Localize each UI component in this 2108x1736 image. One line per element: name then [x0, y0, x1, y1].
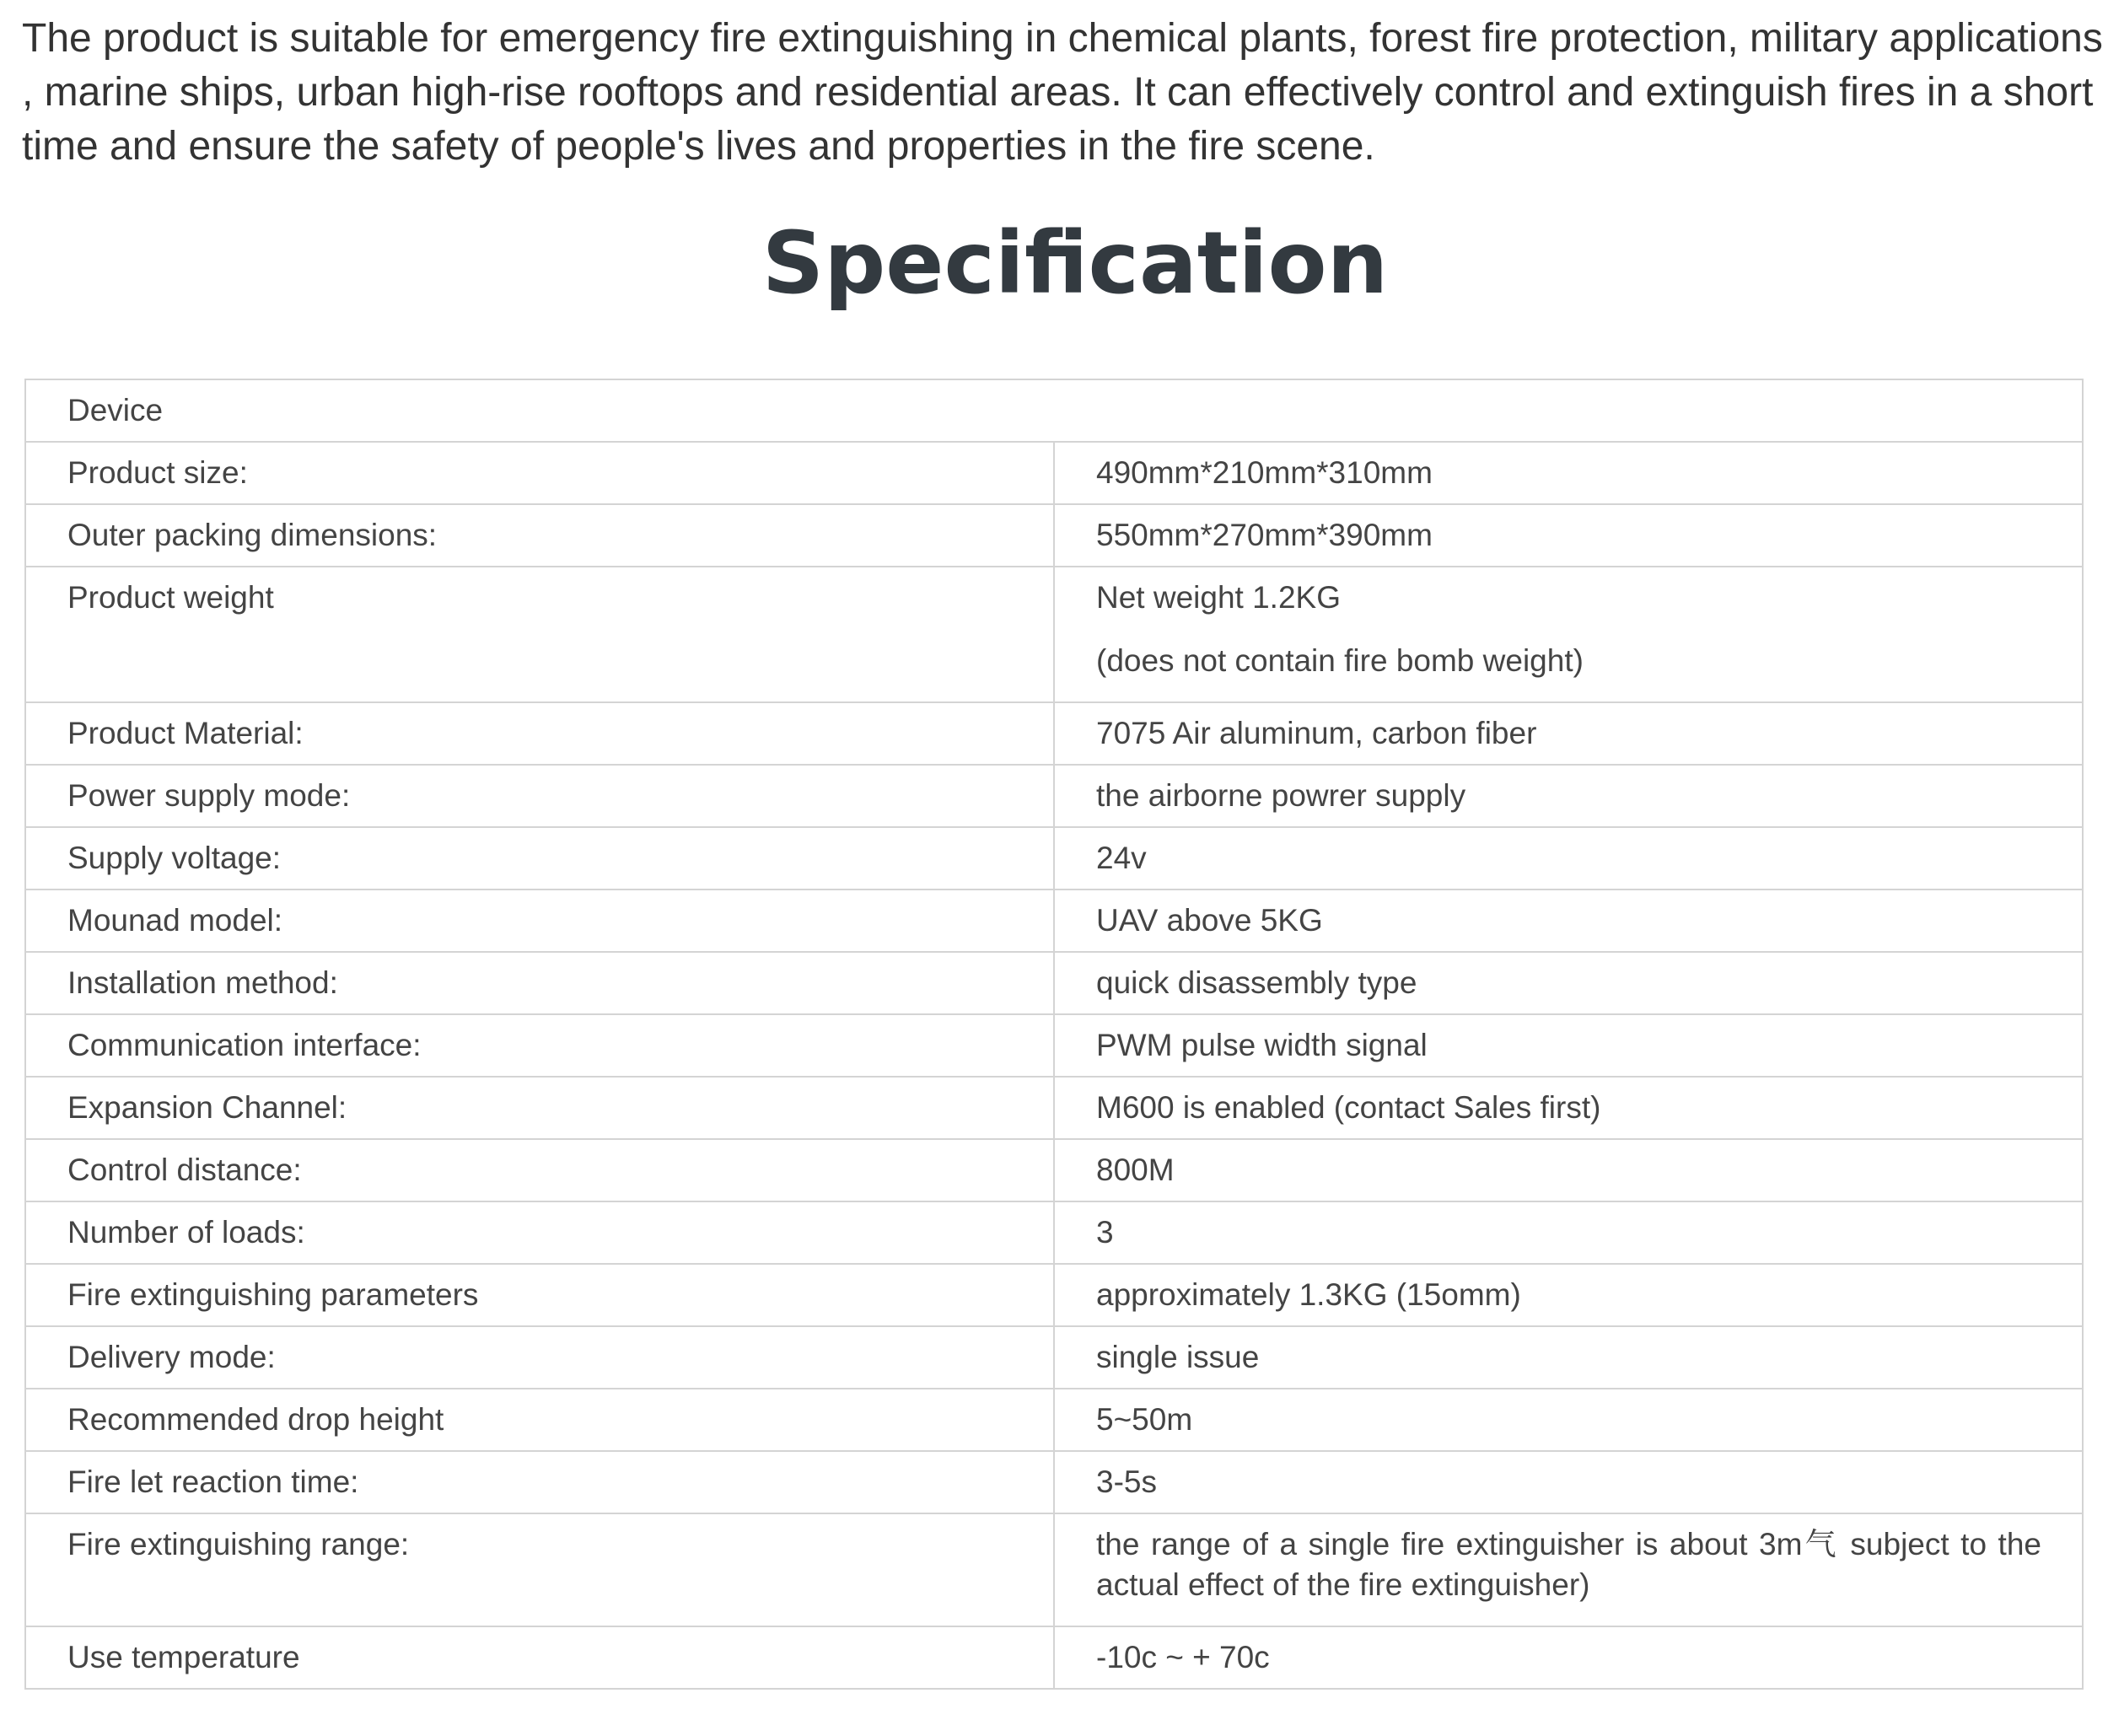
spec-label: Product weight: [25, 567, 1054, 702]
spec-label: Mounad model:: [25, 889, 1054, 952]
table-row: [25, 504, 2083, 567]
spec-value: 24v: [1054, 827, 2083, 889]
spec-label: Outer packing dimensions:: [25, 504, 1054, 567]
intro-paragraph: The product is suitable for emergency fire extinguishing in chemical plants, forest fire protection, military applications , marine ships, urban high-rise rooftops and residential areas. It can effectively control and extinguish fires in a short time and ensure the safety of people's lives and properties in the fire scene.: [22, 16, 2103, 169]
table-row: [25, 1626, 2083, 1689]
spec-value: 490mm*210mm*310mm: [1054, 442, 2083, 504]
spec-value: 5~50m: [1054, 1389, 2083, 1451]
spec-value: -10c ~ + 70c: [1054, 1626, 2083, 1689]
spec-label: Fire extinguishing parameters: [25, 1264, 1054, 1326]
spec-value-note: (does not contain fire bomb weight): [1096, 643, 1584, 678]
table-row: [25, 827, 2083, 889]
spec-label: Product size:: [25, 442, 1054, 504]
spec-label: Expansion Channel:: [25, 1077, 1054, 1139]
spec-value: 550mm*270mm*390mm: [1054, 504, 2083, 567]
spec-label: Communication interface:: [25, 1014, 1054, 1077]
spec-label: Recommended drop height: [25, 1389, 1054, 1451]
table-row: [25, 1014, 2083, 1077]
table-row: [25, 702, 2083, 765]
spec-value: 7075 Air aluminum, carbon fiber: [1054, 702, 2083, 765]
spec-value: [1054, 567, 2083, 702]
spec-value: 3: [1054, 1201, 2083, 1264]
table-row: [25, 567, 2083, 702]
spec-value: PWM pulse width signal: [1054, 1014, 2083, 1077]
table-row: [25, 1077, 2083, 1139]
table-row: [25, 1201, 2083, 1264]
table-header-cell: Device: [25, 379, 2083, 442]
table-row: [25, 1139, 2083, 1201]
spec-label: Use temperature: [25, 1626, 1054, 1689]
table-row: [25, 442, 2083, 504]
spec-label: Delivery mode:: [25, 1326, 1054, 1389]
spec-label: Fire extinguishing range:: [25, 1513, 1054, 1626]
spec-value: single issue: [1054, 1326, 2083, 1389]
spec-value-line: Net weight 1.2KG: [1096, 580, 1341, 615]
table-row: [25, 952, 2083, 1014]
spec-label: Installation method:: [25, 952, 1054, 1014]
table-row: [25, 1326, 2083, 1389]
specification-table: [24, 379, 2084, 1690]
spec-value: approximately 1.3KG (15omm): [1054, 1264, 2083, 1326]
page-title: Specification: [761, 213, 1389, 314]
spec-value: quick disassembly type: [1054, 952, 2083, 1014]
spec-label: Control distance:: [25, 1139, 1054, 1201]
table-row: [25, 765, 2083, 827]
table-row: [25, 1513, 2083, 1626]
table-header-row: [25, 379, 2083, 442]
spec-label: Product Material:: [25, 702, 1054, 765]
table-row: [25, 889, 2083, 952]
spec-label: Power supply mode:: [25, 765, 1054, 827]
spec-value: 800M: [1054, 1139, 2083, 1201]
table-row: [25, 1451, 2083, 1513]
spec-value: UAV above 5KG: [1054, 889, 2083, 952]
table-row: [25, 1264, 2083, 1326]
table-row: [25, 1389, 2083, 1451]
spec-label: Fire let reaction time:: [25, 1451, 1054, 1513]
spec-value: the range of a single fire extinguisher is about 3m气 subject to the actual effect of the fire extinguisher): [1054, 1513, 2083, 1626]
spec-value: M600 is enabled (contact Sales first): [1054, 1077, 2083, 1139]
spec-label: Number of loads:: [25, 1201, 1054, 1264]
spec-label: Supply voltage:: [25, 827, 1054, 889]
spec-value: 3-5s: [1054, 1451, 2083, 1513]
spec-value: the airborne powrer supply: [1054, 765, 2083, 827]
